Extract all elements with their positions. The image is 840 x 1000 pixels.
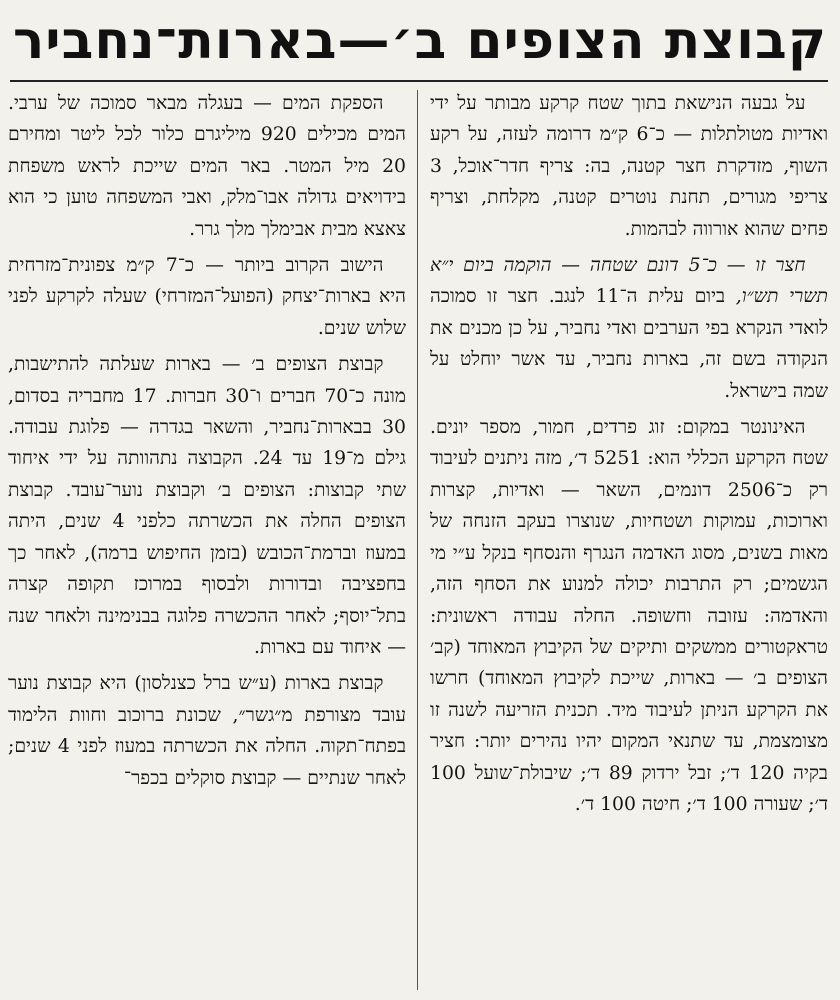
- paragraph: הישוב הקרוב ביותר — כ־7 ק״מ צפונית־מזרחית היא בארות־יצחק (הפועל־המזרחי) שעלה לקרקע לפני שלוש שנים.: [8, 255, 406, 339]
- paragraph: הספקת המים — בעגלה מבאר סמוכה של ערבי. המים מכילים 920 מיליגרם כלור לכל ליטר ומחירם 20 מיל המטר. באר המים שייכת לראש משפחת בידויאים גדולה אבו־מלק, ואבי המשפחה טוען כי הוא צאצא מבית אבימלך מלך גרר.: [8, 93, 406, 240]
- inline-text: ביום עלית ה־11 לנגב. חצר זו סמוכה לואדי הנקרא בפי הערבים ואדי נחביר, על כן מכנים את הנקודה בשם זה, בארות נחביר, עד אשר יוחלט על שמה בישראל.: [430, 286, 828, 402]
- column-divider: [417, 90, 418, 990]
- left-column: [8, 88, 406, 993]
- headline: קבוצת הצופים ב׳—בארות־נחביר: [13, 11, 828, 71]
- headline-rule: [10, 80, 828, 82]
- right-column: [430, 88, 828, 993]
- paragraph: קבוצת בארות (ע״ש ברל כצנלסון) היא קבוצת נוער עובד מצורפת מ״גשר״, שכונת ברוכוב וחוות הלימוד בפתח־תקוה. החלה את הכשרתה במעוז לפני 4 שנים; לאחר שנתיים — קבוצת סוקלים בכפר־: [8, 673, 406, 789]
- paragraph: על גבעה הנישאת בתוך שטח קרקע מבותר על ידי ואדיות מטולתלות — כ־6 ק״מ דרומה לעזה, על רקע השוף, מזדקרת חצר קטנה, בה: צריף חדר־אוכל, 3 צריפי מגורים, תחנת נוטרים קטנה, מקלחת, וצריף פחים שהוא אורווה לבהמות.: [430, 93, 828, 240]
- paragraph: האינונטר במקום: זוג פרדים, חמור, מספר יונים. שטח הקרקע הכללי הוא: 5251 ד׳, מזה ניתנים לעיבוד רק כ־2506 דונמים, השאר — ואדיות, קצרות וארוכות, עמוקות ושטחיות, שנוצרו בעקב הזנחה של מאות בשנים, מסוג האדמה הנגרף והנסחף בנקל ע״י מי הגשמים; רק התרבות יכולה למנוע את הסחף הזה, והאדמה: עזובה וחשופה. החלה עבודה ראשונית: טראקטורים ממשקים ותיקים של הקיבוץ המאוחד (קב׳ הצופים ב׳ — בארות, שייכת לקיבוץ המאוחד) חרשו את הקרקע הניתן לעיבוד מיד. תכנית הזריעה לשנה זו מצומצמת, עד שתנאי המקום יהיו נהירים יותר: חציר בקיה 120 ד׳; זבל ירדוק 89 ד׳; שיבולת־שועל 100 ד׳; שעורה 100 ד׳; חיטה 100 ד׳.: [430, 417, 828, 815]
- paragraph: קבוצת הצופים ב׳ — בארות שעלתה להתישבות, מונה כ־70 חברים ו־30 חברות. 17 מחבריה בסדום, 30 בבארות־נחביר, והשאר בגדרה — פלוגת עבודה. גילם מ־19 עד 24. הקבוצה נתהוותה על ידי איחוד שתי קבוצות: הצופים ב׳ וקבוצת נוער־עובד. קבוצת הצופים החלה את הכשרתה כלפני 4 שנים, היתה במעוז וברמת־הכובש (בזמן החיפוש ברמה), לאחר כך בחפציבה ובדורות ולבסוף במרוכז תקופה קצרה בתל־יוסף; לאחר ההכשרה פלוגה בבנימינה ולאחר שנה — איחוד עם בארות.: [8, 354, 406, 658]
- italic-inline: חצר זו — כ־5 דונם שטחה — הוקמה ביום י״א תשרי תש״ו,: [430, 255, 828, 308]
- paragraph: [430, 250, 828, 407]
